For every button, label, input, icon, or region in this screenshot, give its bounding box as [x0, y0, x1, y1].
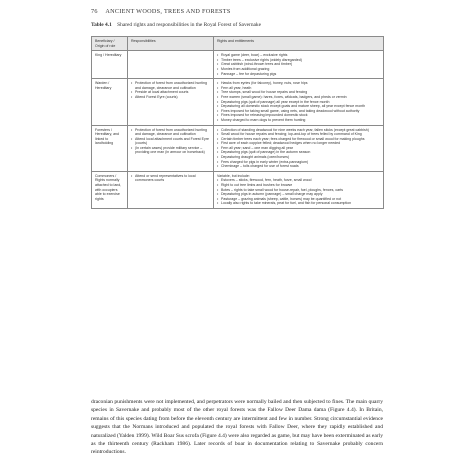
list-item: • Pasturage – grazing animals (sheep, cattle, horses) may be quantified or not [217, 197, 380, 202]
responsibilities-list [131, 128, 210, 156]
list-item: • Depasturing draught animals (oxen/horses) [217, 155, 380, 160]
list-item: • Small wood for house repairs and fencing; lop-and-top of trees felled by command of King [217, 132, 380, 137]
list-item: • Locally also rights to take minerals, peat for fuel, and fish for personal consumption [217, 201, 380, 206]
body-paragraph: draconian punishments were not implemented, and perpetrators were normally bailed and then subjected to fines. The main quarry species in Savernake and probably most of the other royal forests was the Fallow Deer Dama dama (Figure 4.4). In Britain, remains of this species dating from before the eleventh century are intermittent and few in number. Strong circumstantial evidence suggests that the Normans introduced and populated the royal forests with Fallow Deer, where they rapidly established and naturalized (Yalden 1999). Wild Boar Sus scrofa (Figure 4.4) were also regarded as game, but may have been exterminated as early as the thirteenth century (Rackham 1986). Later records of boar in documentation relating to Savernake probably concern reintroductions. [91, 399, 383, 456]
column-header-rights: Rights and entitlements [214, 37, 384, 51]
list-item: • Royal game (deer, boar) – exclusive rights [217, 53, 380, 58]
list-item: • Hawks from eyries (for falconry), honey, nuts, rose hips [217, 81, 380, 86]
origin-cell: Foresters / Hereditary, and linked to landholding [92, 125, 128, 171]
list-item: • Attend Forest Eyre (courts) [131, 95, 210, 100]
list-item: • Fines imposed for releasing impounded domestic stock [217, 113, 380, 118]
list-item: • Attend local attachment courts and Forest Eyre (courts) [131, 137, 210, 146]
table-row [92, 171, 384, 208]
list-item: • Pannage – fee for depasturing pigs [217, 72, 380, 77]
list-item: • Collection of standing deadwood for nine weeks each year, fallen sticks (except great cabbish) [217, 128, 380, 133]
list-item: • Estovers – sticks, firewood, fern, heath, furze, small wood [217, 178, 380, 183]
rights-list [217, 81, 380, 122]
table-header-row [92, 37, 384, 51]
list-item: • Certain timber trees each year; fees charged for firewood or small wood for making ploughs [217, 137, 380, 142]
list-item: • Free warren (small game): hares, foxes, wildcats, badgers, and pheds or vermin [217, 95, 380, 100]
list-item: • First acre of each coppice felled; deadwood hedges when no longer needed [217, 141, 380, 146]
table-row [92, 51, 384, 79]
list-item: • Fees charged for pigs in early winter (extra-pannagium) [217, 160, 380, 165]
list-item: • Depasturing all domestic stock except goats and mature sheep, all year except fence month [217, 104, 380, 109]
table-caption-text: Shared rights and responsibilities in the Royal Forest of Savernake [117, 22, 262, 28]
table-row [92, 79, 384, 125]
list-item: • Botes – rights to take small wood for house-repair, fuel, ploughs, fences, carts [217, 188, 380, 193]
list-item: • Great cabbish (wind-thrown trees and timber) [217, 62, 380, 67]
rights-cell [214, 171, 384, 208]
rights-table [91, 36, 384, 209]
list-item: • Protection of forest from unauthorized hunting and damage, clearance and cultivation [131, 128, 210, 137]
list-item: • Right to cut tree limbs and bushes for browse [217, 183, 380, 188]
list-item: • Protection of forest from unauthorized hunting and damage, clearance and cultivation [131, 81, 210, 90]
table-caption [91, 22, 391, 28]
list-item: • Depasturing pigs (quit of pannage) all year except in the fence month [217, 100, 380, 105]
list-item: • Fines imposed for taking small game, using nets, and taking deadwood without authority [217, 109, 380, 114]
list-item: • Preside at local attachment courts [131, 90, 210, 95]
rights-cell [214, 79, 384, 125]
list-item: • Tree stumps, small wood for house repairs and fencing [217, 90, 380, 95]
table-row [92, 125, 384, 171]
list-item: • Depasturing pigs in autumn (pannage) – small charge may apply [217, 192, 380, 197]
column-header-responsibilities: Responsibilities [128, 37, 214, 51]
list-item: • (In certain cases) provide military service – providing one man (in armour on horseback) [131, 146, 210, 155]
running-header [91, 8, 391, 15]
body-text [91, 398, 383, 457]
page-number: 76 [91, 8, 98, 15]
rights-lead: Variable, but include: [217, 173, 250, 178]
table-label: Table 4.1 [91, 22, 112, 28]
rights-cell [214, 51, 384, 79]
responsibilities-cell [128, 171, 214, 208]
rights-list [217, 53, 380, 76]
list-item: • Monies from additional grazing [217, 67, 380, 72]
rights-list [217, 128, 380, 169]
origin-cell: King / Hereditary [92, 51, 128, 79]
column-header-origin: Beneficiary / Origin of role [92, 37, 128, 51]
responsibilities-list [131, 174, 210, 183]
list-item: • Depasturing pigs (quit of pannage) in the autumn season [217, 150, 380, 155]
running-title: ANCIENT WOODS, TREES AND FORESTS [105, 8, 231, 15]
origin-cell: Commoners / Rights normally attached to land, with occupiers able to exercise rights [92, 171, 128, 208]
list-item: • Money charged to marn dogs to prevent them hunting [217, 118, 380, 123]
responsibilities-cell [128, 125, 214, 171]
list-item: • Timber trees – exclusive rights (widely disregarded) [217, 58, 380, 63]
list-item: • Fern all year; sand – one man digging all year [217, 146, 380, 151]
rights-cell [214, 125, 384, 171]
list-item: • Attend or send representatives to local commoners courts [131, 174, 210, 183]
rights-list [217, 178, 380, 206]
origin-cell: Warden / Hereditary [92, 79, 128, 125]
responsibilities-cell [128, 79, 214, 125]
responsibilities-cell [128, 51, 214, 79]
list-item: • Fern all year, heath [217, 86, 380, 91]
table-body [92, 51, 384, 209]
list-item: • Cheminage – tolls charged for use of forest roads [217, 164, 380, 169]
responsibilities-list [131, 81, 210, 99]
